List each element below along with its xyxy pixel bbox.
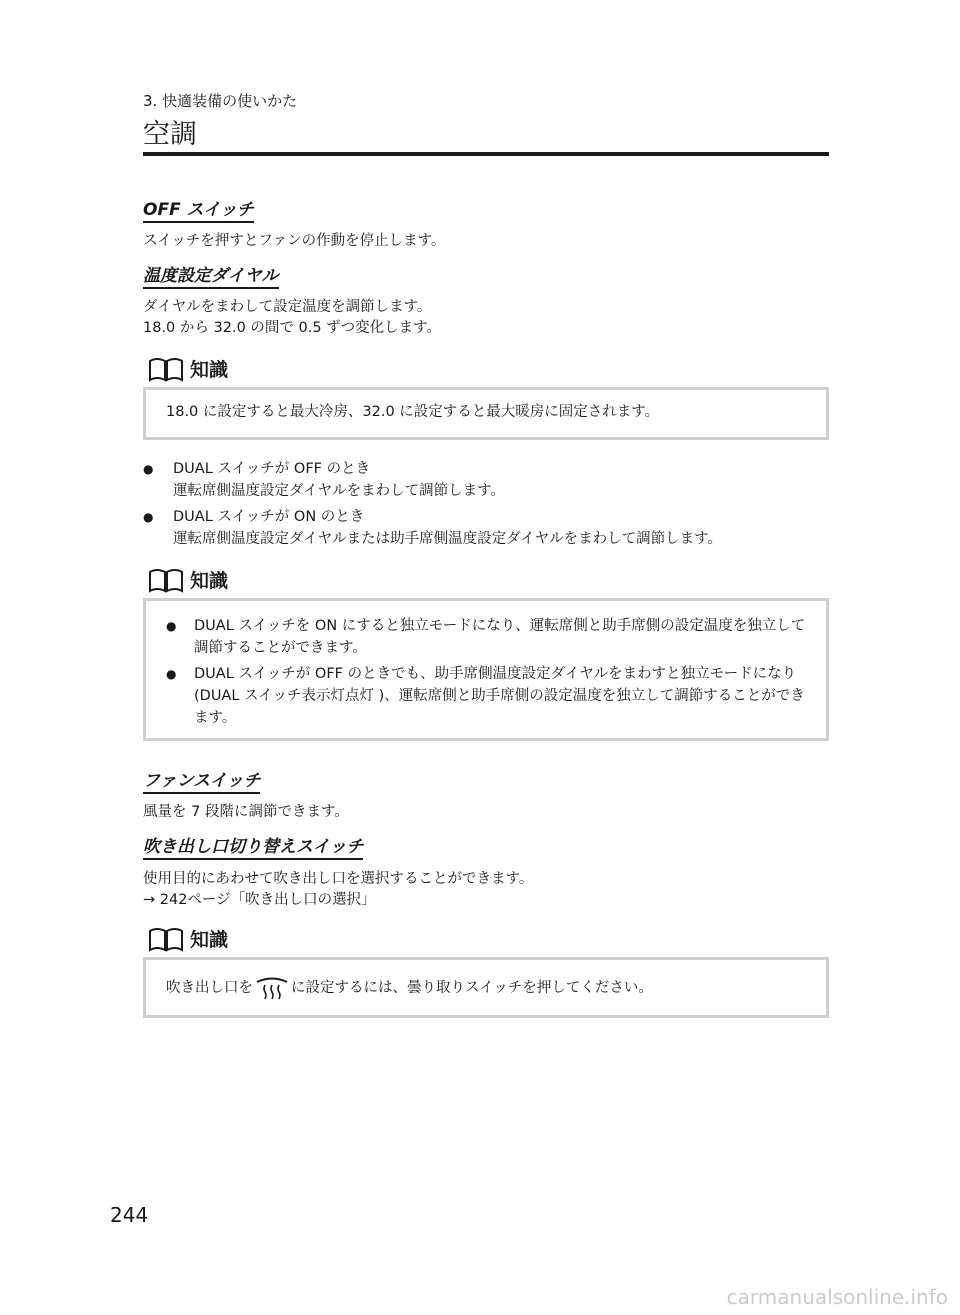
tip-label-2 — [148, 566, 228, 593]
title-divider — [143, 152, 829, 156]
dual-bullet-off: ● DUAL スイッチが OFF のとき — [143, 458, 833, 480]
page-title: 空調 — [143, 119, 197, 150]
off-switch-text: スイッチを押すとファンの作動を停止します。 — [143, 233, 446, 249]
dual-bullet-on-detail: 運転席側温度設定ダイヤルまたは助手席側温度設定ダイヤルをまわして調節します。 — [173, 531, 722, 547]
heading-fan-switch: ファンスイッチ — [143, 771, 260, 794]
heading-temp-dial: 温度設定ダイヤル — [143, 266, 279, 289]
heading-off-switch: OFF スイッチ — [143, 200, 254, 223]
tip-label-3 — [148, 925, 228, 952]
outlet-switch-text — [143, 869, 533, 911]
dual-bullet-on: ● DUAL スイッチが ON のとき — [143, 506, 833, 528]
outlet-switch-link[interactable]: → 242ページ「吹き出し口の選択」 — [143, 892, 376, 908]
tip-3-text-after: に設定するには、曇り取りスイッチを押してください。 — [291, 980, 653, 996]
outlet-switch-line1: 使用目的にあわせて吹き出し口を選択することができます。 — [143, 871, 534, 887]
tip-2-item-2: ● DUAL スイッチが OFF のときでも、助手席側温度設定ダイヤルをまわすと独立モードになり (DUAL スイッチ表示灯点灯 )、運転席側と助手席側の設定温度を独立して調節することができます。 — [166, 663, 806, 729]
temp-dial-text — [143, 297, 441, 339]
tip-label-text: 知識 — [190, 570, 229, 592]
book-icon — [148, 356, 184, 382]
tip-3-text — [146, 960, 826, 1010]
book-icon — [148, 926, 184, 952]
chapter-label: 3. 快適装備の使いかた — [143, 92, 298, 110]
tip-2-item-1: ● DUAL スイッチを ON にすると独立モードになり、運転席側と助手席側の設定温度を独立して調節することができます。 — [166, 615, 806, 659]
heading-outlet-switch: 吹き出し口切り替えスイッチ — [143, 837, 363, 860]
tip-label-text: 知識 — [190, 929, 229, 951]
dual-bullet-list — [143, 458, 833, 554]
tip-3-text-before: 吹き出し口を — [166, 980, 253, 996]
book-icon — [148, 567, 184, 593]
windshield-defrost-icon — [255, 976, 289, 1000]
tip-box-2 — [143, 598, 829, 741]
tip-1-text: 18.0 に設定すると最大冷房、32.0 に設定すると最大暖房に固定されます。 — [166, 404, 660, 420]
temp-dial-line1: ダイヤルをまわして設定温度を調節します。 — [143, 299, 432, 315]
tip-label-1 — [148, 355, 228, 382]
page-number: 244 — [110, 1203, 149, 1227]
tip-box-1 — [143, 387, 829, 440]
temp-dial-line2: 18.0 から 32.0 の間で 0.5 ずつ変化します。 — [143, 320, 442, 336]
tip-box-3 — [143, 957, 829, 1018]
tip-label-text: 知識 — [190, 359, 229, 381]
fan-switch-text: 風量を 7 段階に調節できます。 — [143, 804, 349, 820]
watermark: carmanualsonline.info — [726, 1285, 948, 1309]
dual-bullet-off-detail: 運転席側温度設定ダイヤルをまわして調節します。 — [173, 483, 505, 499]
